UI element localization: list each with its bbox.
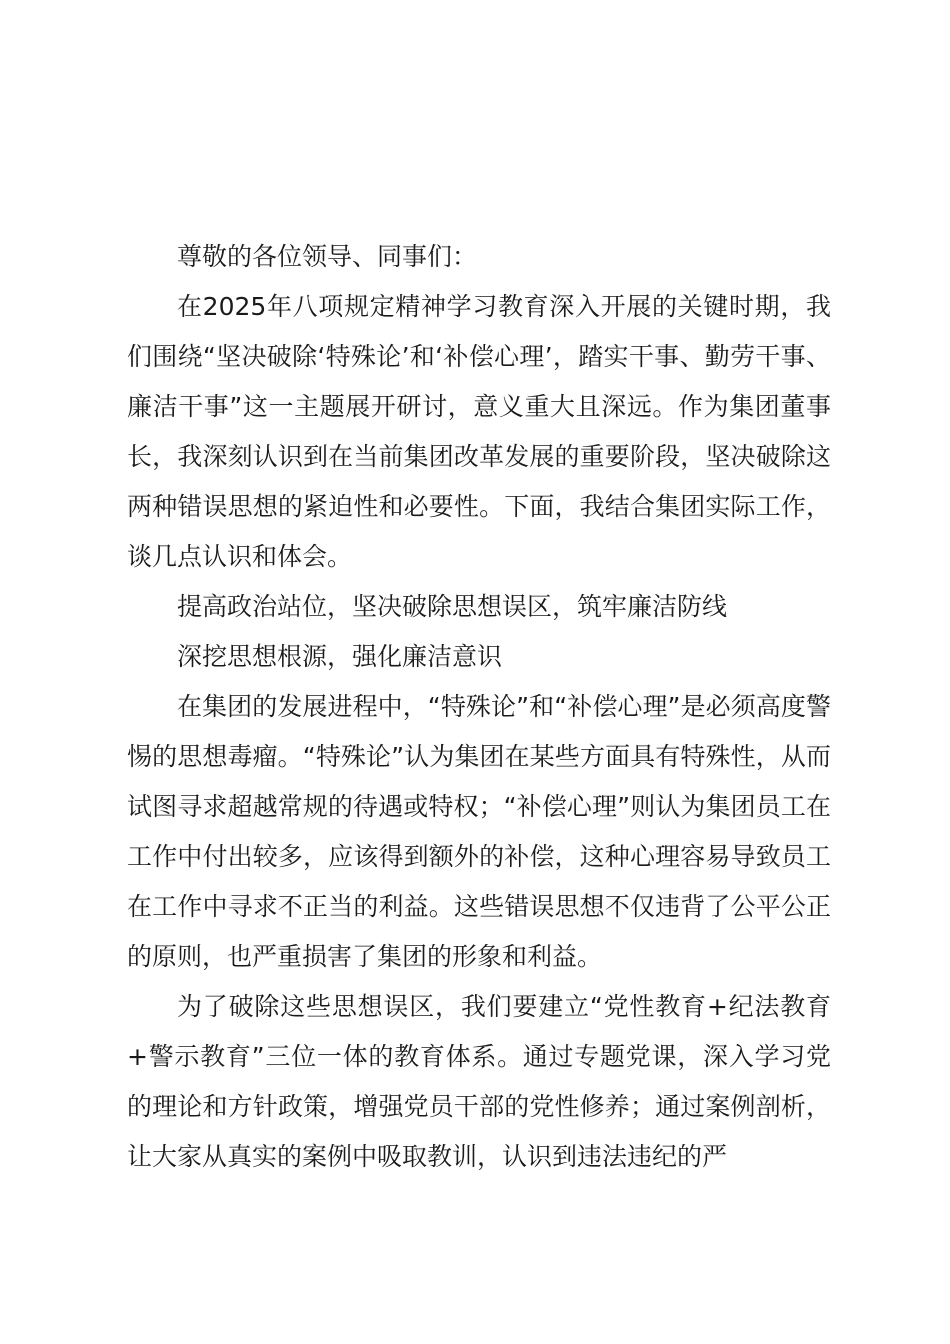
section-heading: 提高政治站位，坚决破除思想误区，筑牢廉洁防线 [177, 592, 728, 621]
subsection-heading: 深挖思想根源，强化廉洁意识 [177, 642, 503, 671]
intro-paragraph: 在2025年八项规定精神学习教育深入开展的关键时期，我们围绕“坚决破除‘特殊论’和‘补偿心理’，踏实干事、勤劳干事、廉洁干事”这一主题展开研讨，意义重大且深远。作为集团董事长，我深刻认识到在当前集团改革发展的重要阶段，坚决破除这两种错误思想的紧迫性和必要性。下面，我结合集团实际工作，谈几点认识和体会。 [127, 292, 831, 571]
salutation: 尊敬的各位领导、同事们： [177, 242, 478, 271]
document-body [127, 232, 831, 1182]
body-paragraph: 在集团的发展进程中，“特殊论”和“补偿心理”是必须高度警惕的思想毒瘤。“特殊论”认为集团在某些方面具有特殊性，从而试图寻求超越常规的待遇或特权；“补偿心理”则认为集团员工在工作中付出较多，应该得到额外的补偿，这种心理容易导致员工在工作中寻求不正当的利益。这些错误思想不仅违背了公平公正的原则，也严重损害了集团的形象和利益。 [127, 692, 831, 971]
body-paragraph: 为了破除这些思想误区，我们要建立“党性教育+纪法教育+警示教育”三位一体的教育体系。通过专题党课，深入学习党的理论和方针政策，增强党员干部的党性修养；通过案例剖析，让大家从真实的案例中吸取教训，认识到违法违纪的严 [127, 992, 831, 1171]
